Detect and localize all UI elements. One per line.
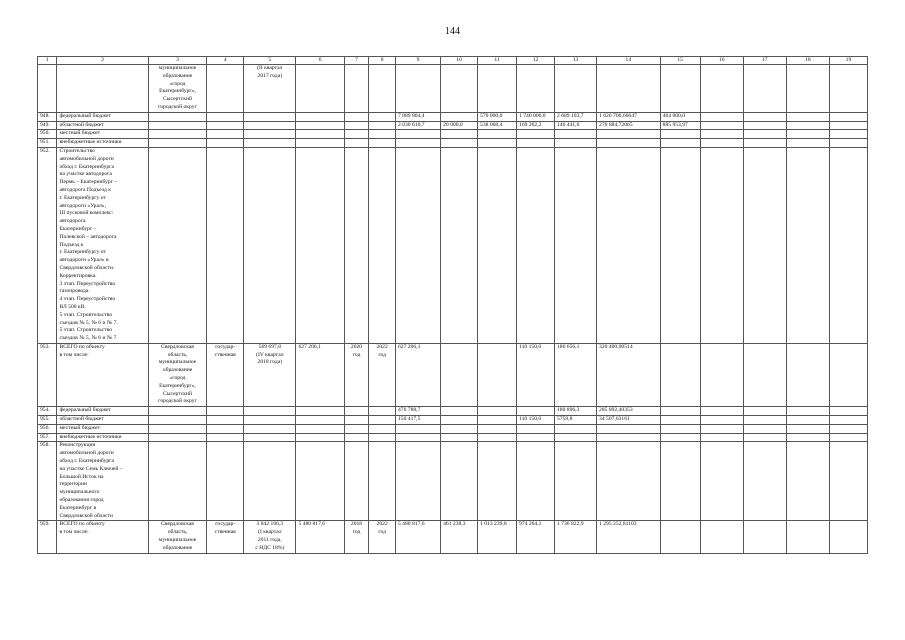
table-row [38,424,868,433]
table-cell [700,130,743,139]
table-cell [517,424,555,433]
table-cell [148,433,206,442]
table-cell: 285 892,40353 [597,407,661,416]
table-cell: 5759,8 [554,416,596,425]
table-cell: 2022 год [369,521,396,553]
table-cell [395,130,440,139]
table-cell [148,442,206,521]
table-cell [829,521,867,553]
table-cell [207,424,244,433]
table-cell: 954. [38,407,57,416]
header-cell: 4 [207,57,244,65]
table-row [38,416,868,425]
table-cell: 110 150,0 [517,416,555,425]
table-cell [369,442,396,521]
table-cell: 2 030 610,7 [395,121,440,130]
table-cell [786,343,829,406]
table-cell: 1 626 700,66647 [597,112,661,121]
table-cell [296,407,344,416]
table-cell: 146 441,0 [554,121,596,130]
table-cell [296,442,344,521]
table-row [38,521,868,553]
table-cell [829,130,867,139]
table-cell [786,65,829,113]
table-cell [344,407,369,416]
header-cell: 2 [57,57,148,65]
table-cell [743,442,786,521]
table-cell: 952. [38,147,57,343]
table-cell: 150 417,5 [395,416,440,425]
table-cell [441,433,478,442]
table-cell [700,407,743,416]
table-cell [829,65,867,113]
table-cell: ВСЕГО по объекту в том числе: [57,343,148,406]
table-cell [207,139,244,148]
table-cell [296,112,344,121]
table-cell [786,407,829,416]
table-cell [296,130,344,139]
budget-table [37,56,868,554]
table-cell [344,139,369,148]
table-cell [296,147,344,343]
table-cell [743,130,786,139]
table-cell [344,442,369,521]
header-cell: 1 [38,57,57,65]
table-cell: 5 480 817,6 [296,521,344,553]
table-cell [441,147,478,343]
table-cell: 957. [38,433,57,442]
table-cell: 20 000,0 [441,121,478,130]
table-cell: внебюджетные источники [57,139,148,148]
table-cell [597,424,661,433]
table-cell [517,130,555,139]
table-cell [743,433,786,442]
table-cell: 320 400,00514 [597,343,661,406]
table-cell: 2022 год [369,343,396,406]
table-cell [244,121,296,130]
table-cell [700,65,743,113]
table-cell [296,139,344,148]
table-cell [743,424,786,433]
table-cell [441,442,478,521]
table-cell [554,424,596,433]
table-cell [743,112,786,121]
table-cell: областной бюджет [57,416,148,425]
table-cell [38,65,57,113]
table-cell [786,416,829,425]
table-cell [395,433,440,442]
table-cell [517,139,555,148]
header-cell: 19 [829,57,867,65]
table-cell [344,130,369,139]
table-cell: 627 206,1 [296,343,344,406]
table-cell [700,521,743,553]
table-cell [296,424,344,433]
table-cell [207,121,244,130]
table-cell [296,433,344,442]
table-cell [369,407,396,416]
header-cell: 15 [660,57,700,65]
table-cell: 569 697,8 (IV квартал 2018 года) [244,343,296,406]
table-cell [244,112,296,121]
table-cell [554,147,596,343]
table-cell [207,65,244,113]
table-cell [148,407,206,416]
header-cell: 9 [395,57,440,65]
table-cell [478,343,517,406]
table-cell [441,130,478,139]
table-cell [244,147,296,343]
table-cell [829,442,867,521]
table-cell [829,147,867,343]
table-cell [554,433,596,442]
table-cell: 1 740 000,0 [517,112,555,121]
table-cell: федеральный бюджет [57,112,148,121]
table-row [38,433,868,442]
header-cell: 16 [700,57,743,65]
table-cell [478,139,517,148]
table-cell [478,433,517,442]
table-cell [786,147,829,343]
table-cell [786,521,829,553]
table-cell [344,112,369,121]
table-cell [743,139,786,148]
table-cell [57,65,148,113]
table-cell: 570 000,0 [478,112,517,121]
table-cell [395,442,440,521]
table-cell [517,442,555,521]
table-cell: 1 013 239,8 [478,521,517,553]
table-cell [344,416,369,425]
table-cell [207,433,244,442]
table-cell [244,433,296,442]
table-cell: 953. [38,343,57,406]
table-cell [395,424,440,433]
table-cell [660,442,700,521]
table-cell [441,65,478,113]
table-cell: областной бюджет [57,121,148,130]
table-cell [148,139,206,148]
table-cell: 464 000,0 [660,112,700,121]
table-cell [743,121,786,130]
table-row [38,112,868,121]
table-cell: 885 953,97 [660,121,700,130]
table-cell [554,139,596,148]
table-cell [148,130,206,139]
table-row [38,147,868,343]
table-cell: 974 264,1 [517,521,555,553]
table-cell [743,416,786,425]
table-cell: Свердловская область, муниципальное образование [148,521,206,553]
table-cell: местный бюджет [57,424,148,433]
table-cell [554,65,596,113]
table-cell [296,65,344,113]
table-cell [369,121,396,130]
table-cell [207,130,244,139]
table-cell [441,416,478,425]
table-cell [743,407,786,416]
table-cell [244,424,296,433]
table-cell [296,121,344,130]
table-cell [517,65,555,113]
table-cell [660,407,700,416]
table-cell [700,416,743,425]
table-cell [148,416,206,425]
table-cell [244,407,296,416]
header-cell: 18 [786,57,829,65]
table-cell: 270 884,72065 [597,121,661,130]
table-cell [478,424,517,433]
table-cell [207,416,244,425]
table-cell [829,433,867,442]
table-cell: внебюджетные источники [57,433,148,442]
table-cell [700,147,743,343]
header-cell: 11 [478,57,517,65]
table-cell [369,147,396,343]
table-cell [554,130,596,139]
table-cell: 948. [38,112,57,121]
table-cell: 950. [38,130,57,139]
table-cell [148,112,206,121]
table-cell: государ- ственная [207,521,244,553]
table-cell [700,442,743,521]
table-cell [478,130,517,139]
table-cell [395,139,440,148]
table-cell: 627 206,1 [395,343,440,406]
table-cell [743,343,786,406]
table-cell [700,121,743,130]
table-cell: 461 238,3 [441,521,478,553]
table-cell [597,442,661,521]
table-cell [597,65,661,113]
table-cell: Строительство автомобильной дороги обход г. Екатеринбурга на участке автодорога Пермь – Екатеринбург – автодорога Подъезд к г. Екатеринбургу от автодороги «Урал», III пусковой комплекс: автодорога Екатеринбург – Полевской – автодорога Подъезд к г. Екатеринбургу от автодороги «Урал» в Свердловской области. Корректировка. 3 этап. Переустройство газопровода. 4 этап. Переустройство ВЛ 500 кВ. 5 этап. Строительство съездов № 5, № 6 и № 7. 5 этап. Строительство съездов № 5, № 6 и № 7 [57,147,148,343]
table-cell: 169 262,2 [517,121,555,130]
table-cell [148,424,206,433]
table-cell [148,121,206,130]
table-cell [700,343,743,406]
table-row [38,442,868,521]
table-cell [660,424,700,433]
table-cell: (II квартал 2017 года) [244,65,296,113]
table-cell: 2 689 103,7 [554,112,596,121]
table-cell [344,65,369,113]
table-cell [517,407,555,416]
table-cell [369,416,396,425]
table-cell: 949. [38,121,57,130]
table-cell [441,112,478,121]
table-cell [207,147,244,343]
table-cell [829,343,867,406]
table-row [38,65,868,113]
table-cell [660,65,700,113]
header-cell: 7 [344,57,369,65]
table-cell [829,416,867,425]
table-cell [369,65,396,113]
table-cell [829,424,867,433]
table-cell [743,521,786,553]
table-cell [517,433,555,442]
header-cell: 12 [517,57,555,65]
table-cell: Реконструкция автомобильной дороги обход г. Екатеринбурга на участке Семь Ключей – Большой Исток на территории муниципального образования город Екатеринбург в Свердловской области [57,442,148,521]
table-cell: 955. [38,416,57,425]
table-cell [660,343,700,406]
table-cell [829,112,867,121]
table-cell: местный бюджет [57,130,148,139]
table-cell [296,416,344,425]
table-cell [344,121,369,130]
table-cell [344,147,369,343]
table-cell [395,65,440,113]
table-cell [700,433,743,442]
table-row [38,139,868,148]
table-cell [441,424,478,433]
table-cell: 186 656,1 [554,343,596,406]
table-cell [478,416,517,425]
table-cell: 538 068,4 [478,121,517,130]
header-cell: 10 [441,57,478,65]
table-cell: 959. [38,521,57,553]
table-cell [829,139,867,148]
table-cell [395,147,440,343]
table-cell: муниципальное образование «город Екатеринбург», Сысертский городской округ [148,65,206,113]
table-cell: 5 480 817,6 [395,521,440,553]
table-cell: 3 842 166,3 (I квартал 2011 года, с НДС 18%) [244,521,296,553]
table-cell [786,130,829,139]
table-cell: 34 507,63161 [597,416,661,425]
table-cell [244,442,296,521]
table-cell [441,343,478,406]
table-cell [597,147,661,343]
table-cell [660,130,700,139]
table-cell [786,112,829,121]
table-row [38,343,868,406]
table-cell [743,65,786,113]
table-cell: Свердловская область, муниципальное образование «город Екатеринбург», Сысертский городской округ [148,343,206,406]
table-cell [597,433,661,442]
header-cell: 6 [296,57,344,65]
table-cell: государ- ственная [207,343,244,406]
table-cell [244,139,296,148]
table-cell: 1 295 252,81103 [597,521,661,553]
table-cell [207,407,244,416]
header-cell: 8 [369,57,396,65]
table-cell: 951. [38,139,57,148]
table-cell [148,147,206,343]
table-cell [700,112,743,121]
table-cell [700,424,743,433]
table-cell [517,147,555,343]
table-cell: 2020 год [344,343,369,406]
table-row [38,407,868,416]
table-cell [786,433,829,442]
table-cell [344,433,369,442]
table-cell [660,139,700,148]
table-cell [829,407,867,416]
header-cell: 14 [597,57,661,65]
table-cell: 2018 год [344,521,369,553]
table-cell [660,416,700,425]
table-cell [369,424,396,433]
table-cell [244,416,296,425]
table-cell [660,147,700,343]
table-cell [660,433,700,442]
header-cell: 17 [743,57,786,65]
table-cell [369,139,396,148]
table-cell [743,147,786,343]
table-cell: ВСЕГО по объекту в том числе: [57,521,148,553]
table-cell: 476 788,7 [395,407,440,416]
header-row [38,57,868,65]
table-cell: 956. [38,424,57,433]
table-cell: 1 736 822,9 [554,521,596,553]
table-cell [786,442,829,521]
table-cell: 110 150,0 [517,343,555,406]
table-cell [829,121,867,130]
table-cell [554,442,596,521]
table-cell [478,147,517,343]
table-cell [369,433,396,442]
table-cell [660,521,700,553]
table-cell: 958. [38,442,57,521]
table-cell [478,407,517,416]
table-cell [478,442,517,521]
table-cell [369,130,396,139]
table-cell [441,407,478,416]
table-cell: 180 896,3 [554,407,596,416]
page-number: 144 [445,26,460,37]
table-row [38,130,868,139]
table-cell [597,130,661,139]
header-cell: 5 [244,57,296,65]
header-cell: 3 [148,57,206,65]
table-cell [597,139,661,148]
table-cell [786,139,829,148]
table-cell [369,112,396,121]
table-cell [786,424,829,433]
table-cell [441,139,478,148]
table-cell: федеральный бюджет [57,407,148,416]
table-cell [207,442,244,521]
table-cell: 7 089 804,4 [395,112,440,121]
table-cell [207,112,244,121]
table-cell [244,130,296,139]
table-cell [344,424,369,433]
table-row [38,121,868,130]
table-cell [478,65,517,113]
table-cell [700,139,743,148]
header-cell: 13 [554,57,596,65]
table-cell [786,121,829,130]
